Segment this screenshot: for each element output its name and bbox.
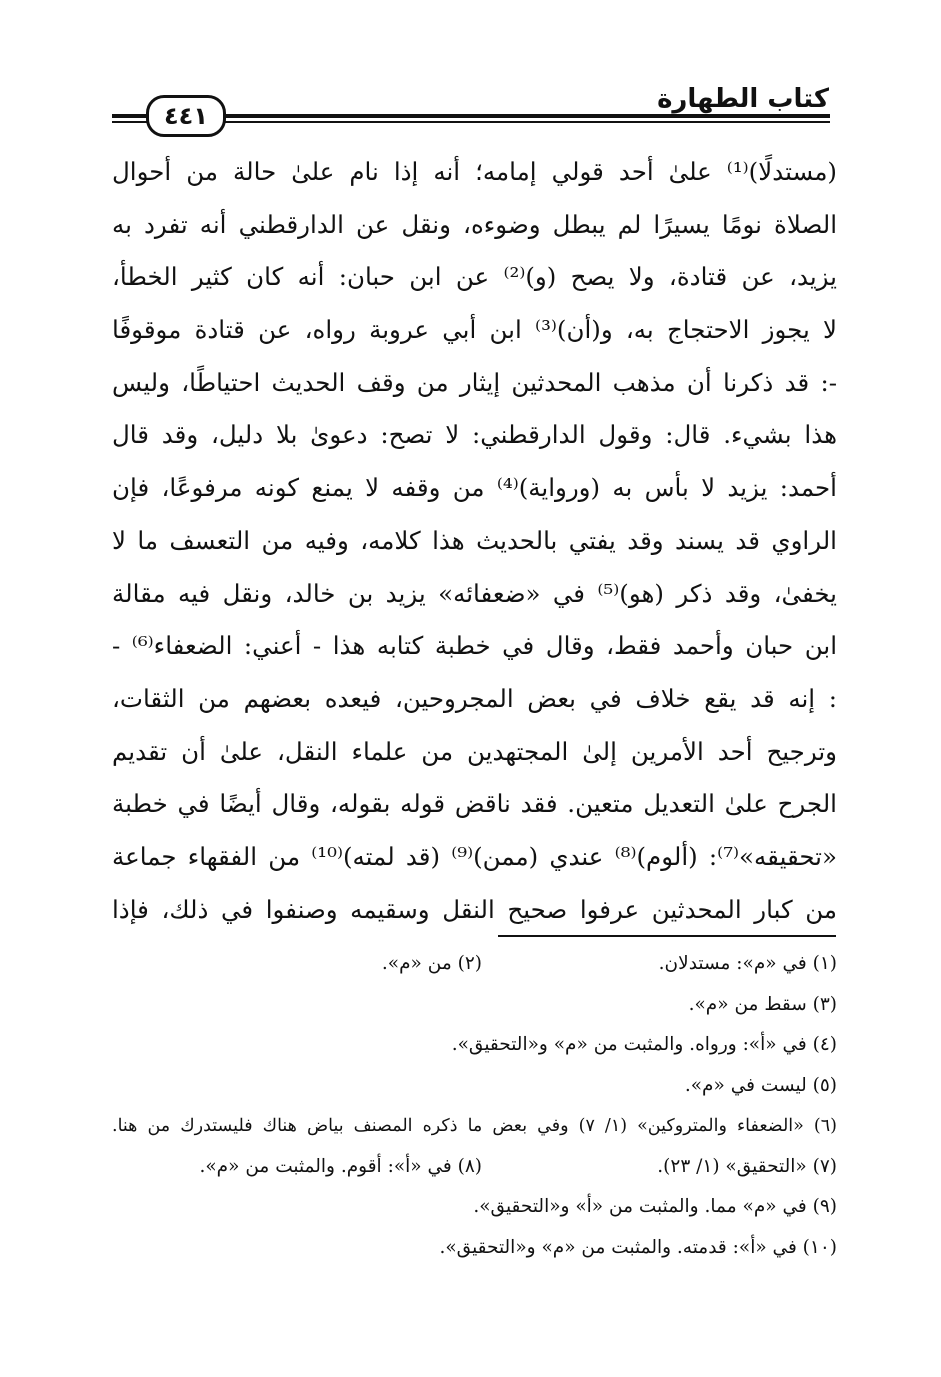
body-line: (مستدلًا)⁽¹⁾ علىٰ أحد قولي إمامه؛ أنه إذا نام علىٰ حالة من أحوال xyxy=(112,157,837,186)
page-header xyxy=(0,0,941,140)
body-line: «تحقيقه»⁽⁷⁾: (ألوم)⁽⁸⁾ عندي (ممن)⁽⁹⁾ (قد لمته)⁽¹⁰⁾ من الفقهاء جماعة xyxy=(112,841,837,871)
body-line: لا يجوز الاحتجاج به، و(أن)⁽³⁾ ابن أبي عروبة رواه، عن قتادة موقوفًا xyxy=(112,315,837,345)
body-line: أحمد: يزيد لا بأس به (ورواية)⁽⁴⁾ من وقفه لا يمنع كونه مرفوعًا، فإن xyxy=(112,473,837,503)
running-title: كتاب الطهارة xyxy=(657,84,829,114)
body-line: الصلاة نومًا يسيرًا لم يبطل وضوءه، ونقل عن الدارقطني أنه تفرد به xyxy=(112,209,837,239)
footnote-8: (٨) في «أ»: أقوم. والمثبت من «م». xyxy=(199,1155,482,1177)
footnote-row xyxy=(112,1228,837,1269)
footnote-6: (٦) «الضعفاء والمتروكين» (١/ ٧) وفي بعض ما ذكره المصنف بياض هناك فليستدرك من هنا. xyxy=(112,1116,837,1136)
body-line: الجرح علىٰ التعديل متعين. فقد ناقض قوله بقوله، وقال أيضًا في خطبة xyxy=(112,789,837,819)
footnote-3: (٣) سقط من «م». xyxy=(688,993,837,1015)
footnote-separator xyxy=(498,935,836,937)
footnote-row xyxy=(112,1187,837,1228)
body-line: -: قد ذكرنا أن مذهب المحدثين إيثار من وقف الحديث احتياطًا، وليس xyxy=(112,367,837,397)
body-text xyxy=(112,146,837,936)
footnote-9: (٩) في «م» مما. والمثبت من «أ» و«التحقيق». xyxy=(473,1196,837,1217)
footnote-10: (١٠) في «أ»: قدمته. والمثبت من «م» و«التحقيق». xyxy=(439,1236,837,1258)
footnote-4: (٤) في «أ»: وروا‌ه. والمثبت من «م» و«التحقيق». xyxy=(451,1034,837,1055)
footnotes xyxy=(112,944,837,1268)
body-line: : إنه قد يقع خلاف في بعض المجروحين، فيعده بعضهم من الثقات، xyxy=(112,683,837,713)
page-number: ٤٤١ xyxy=(146,95,226,137)
footnote-row xyxy=(112,944,837,985)
footnote-row xyxy=(112,1066,837,1107)
body-line: هذا بشيء. قال: وقول الدارقطني: لا تصح: دعوىٰ بلا دليل، وقد قال xyxy=(112,420,837,450)
body-line: يزيد، عن قتادة، ولا يصح (و)⁽²⁾ عن ابن حبان: أنه كان كثير الخطأ، xyxy=(112,262,837,292)
footnote-row xyxy=(112,985,837,1026)
footnote-row xyxy=(112,1025,837,1066)
body-line: من كبار المحدثين عرفوا صحيح النقل وسقيمه وصنفوا في ذلك، فإذا xyxy=(112,894,837,924)
footnote-row xyxy=(112,1147,837,1188)
footnote-5: (٥) ليست في «م». xyxy=(684,1074,837,1096)
body-line: ابن حبان وأحمد فقط، وقال في خطبة كتابه هذا - أعني: الضعفاء⁽⁶⁾ - xyxy=(112,631,837,661)
footnote-7: (٧) «التحقيق» (١/ ٢٣). xyxy=(657,1155,837,1177)
body-line: يخفىٰ، وقد ذكر (هو)⁽⁵⁾ في «ضعفائه» يزيد بن خالد، ونقل فيه مقالة xyxy=(112,578,837,608)
footnote-1: (١) في «م»: مستدلان. xyxy=(658,953,837,974)
body-line: وترجيح أحد الأمرين إلىٰ المجتهدين من علماء النقل، علىٰ أن تقديم xyxy=(112,736,837,766)
body-line: الراوي قد يسند وقد يفتي بالحديث هذا كلامه، وفيه من التعسف ما لا xyxy=(112,525,837,555)
footnote-2: (٢) من «م». xyxy=(381,953,482,974)
